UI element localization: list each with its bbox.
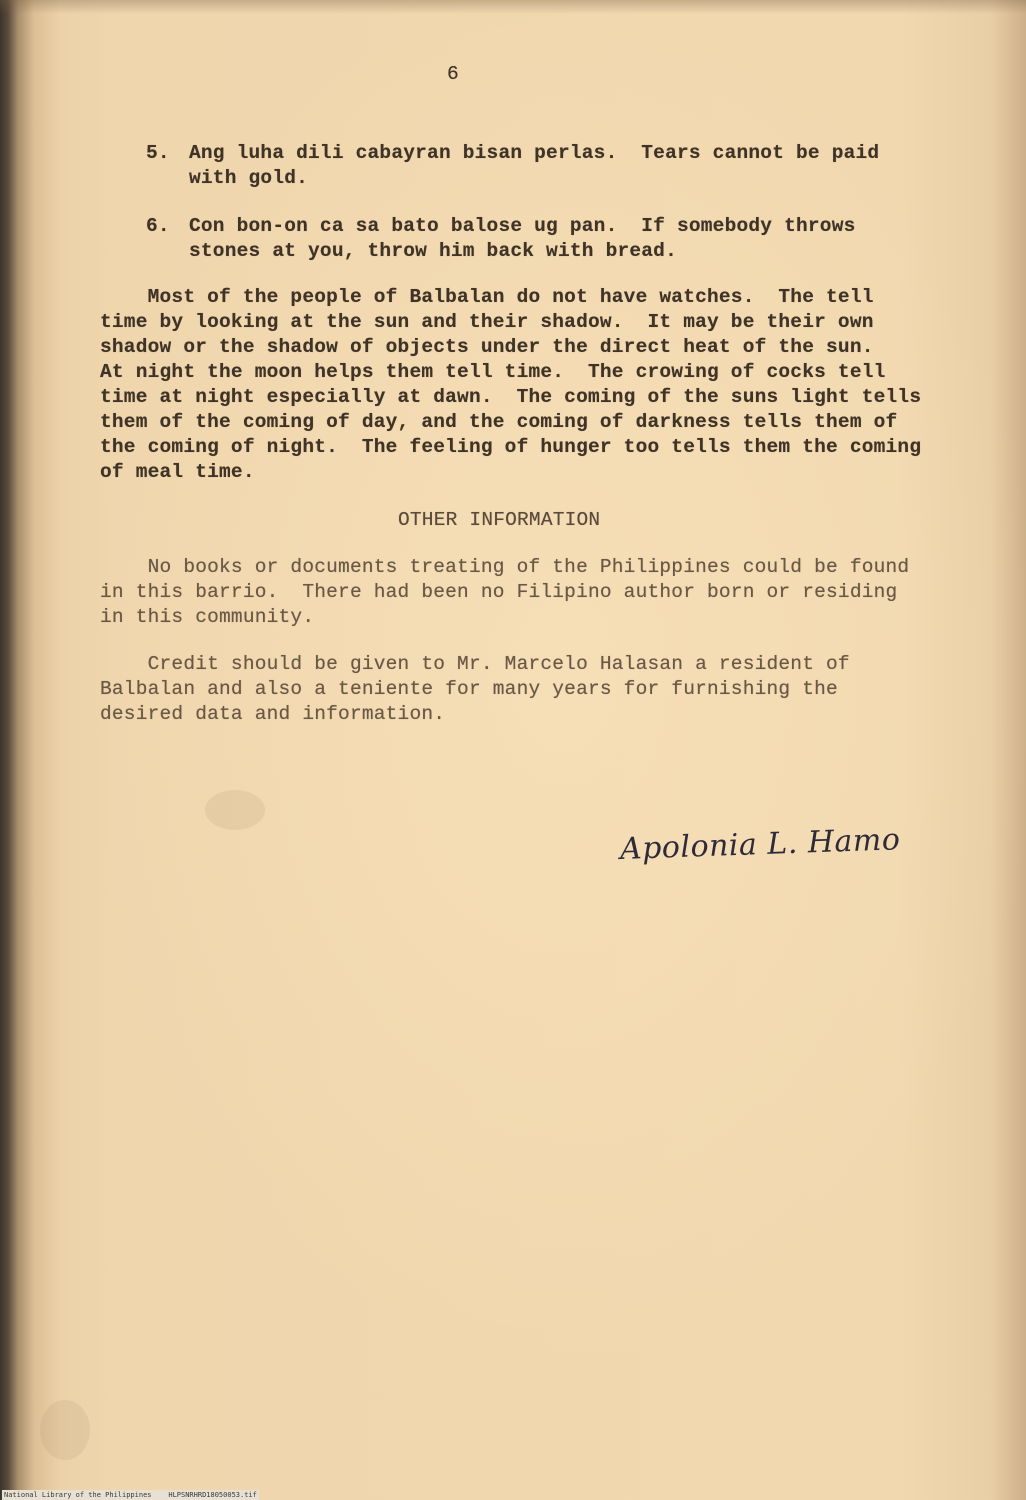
paper-smudge [205,790,265,830]
credit-line: Balbalan and also a teniente for many years for furnishing the [100,678,838,700]
time-paragraph-line: the coming of night. The feeling of hunger too tells them the coming [100,436,922,458]
other-info-line: in this community. [100,606,315,628]
credit-line: desired data and information. [100,703,446,725]
page-edge-shadow [0,0,1026,14]
proverb-number: 6. [146,215,170,237]
other-info-line: in this barrio. There had been no Filipino author born or residing [100,581,898,603]
proverb-number: 5. [146,142,170,164]
scan-footer: National Library of the Philippines HLPSNRHRD18050053.tif [4,1491,257,1499]
credit-line: Credit should be given to Mr. Marcelo Halasan a resident of [100,653,850,675]
proverb-line: Con bon-on ca sa bato balose ug pan. If somebody throws [189,215,856,237]
time-paragraph-line: At night the moon helps them tell time. The crowing of cocks tell [100,361,886,383]
proverb-line: with gold. [189,167,309,189]
other-info-line: No books or documents treating of the Philippines could be found [100,556,910,578]
page-number: 6 [447,63,459,85]
time-paragraph-line: Most of the people of Balbalan do not have watches. The tell [100,286,874,308]
handwritten-signature: Apolonia L. Hamo [619,822,901,867]
time-paragraph-line: them of the coming of day, and the coming of darkness tells them of [100,411,898,433]
time-paragraph-line: of meal time. [100,461,255,483]
time-paragraph-line: shadow or the shadow of objects under the direct heat of the sun. [100,336,874,358]
proverb-line: Ang luha dili cabayran bisan perlas. Tears cannot be paid [189,142,880,164]
section-heading: OTHER INFORMATION [398,509,601,531]
time-paragraph-line: time by looking at the sun and their shadow. It may be their own [100,311,874,333]
paper-smudge [40,1400,90,1460]
time-paragraph-line: time at night especially at dawn. The coming of the suns light tells [100,386,922,408]
proverb-line: stones at you, throw him back with bread. [189,240,677,262]
